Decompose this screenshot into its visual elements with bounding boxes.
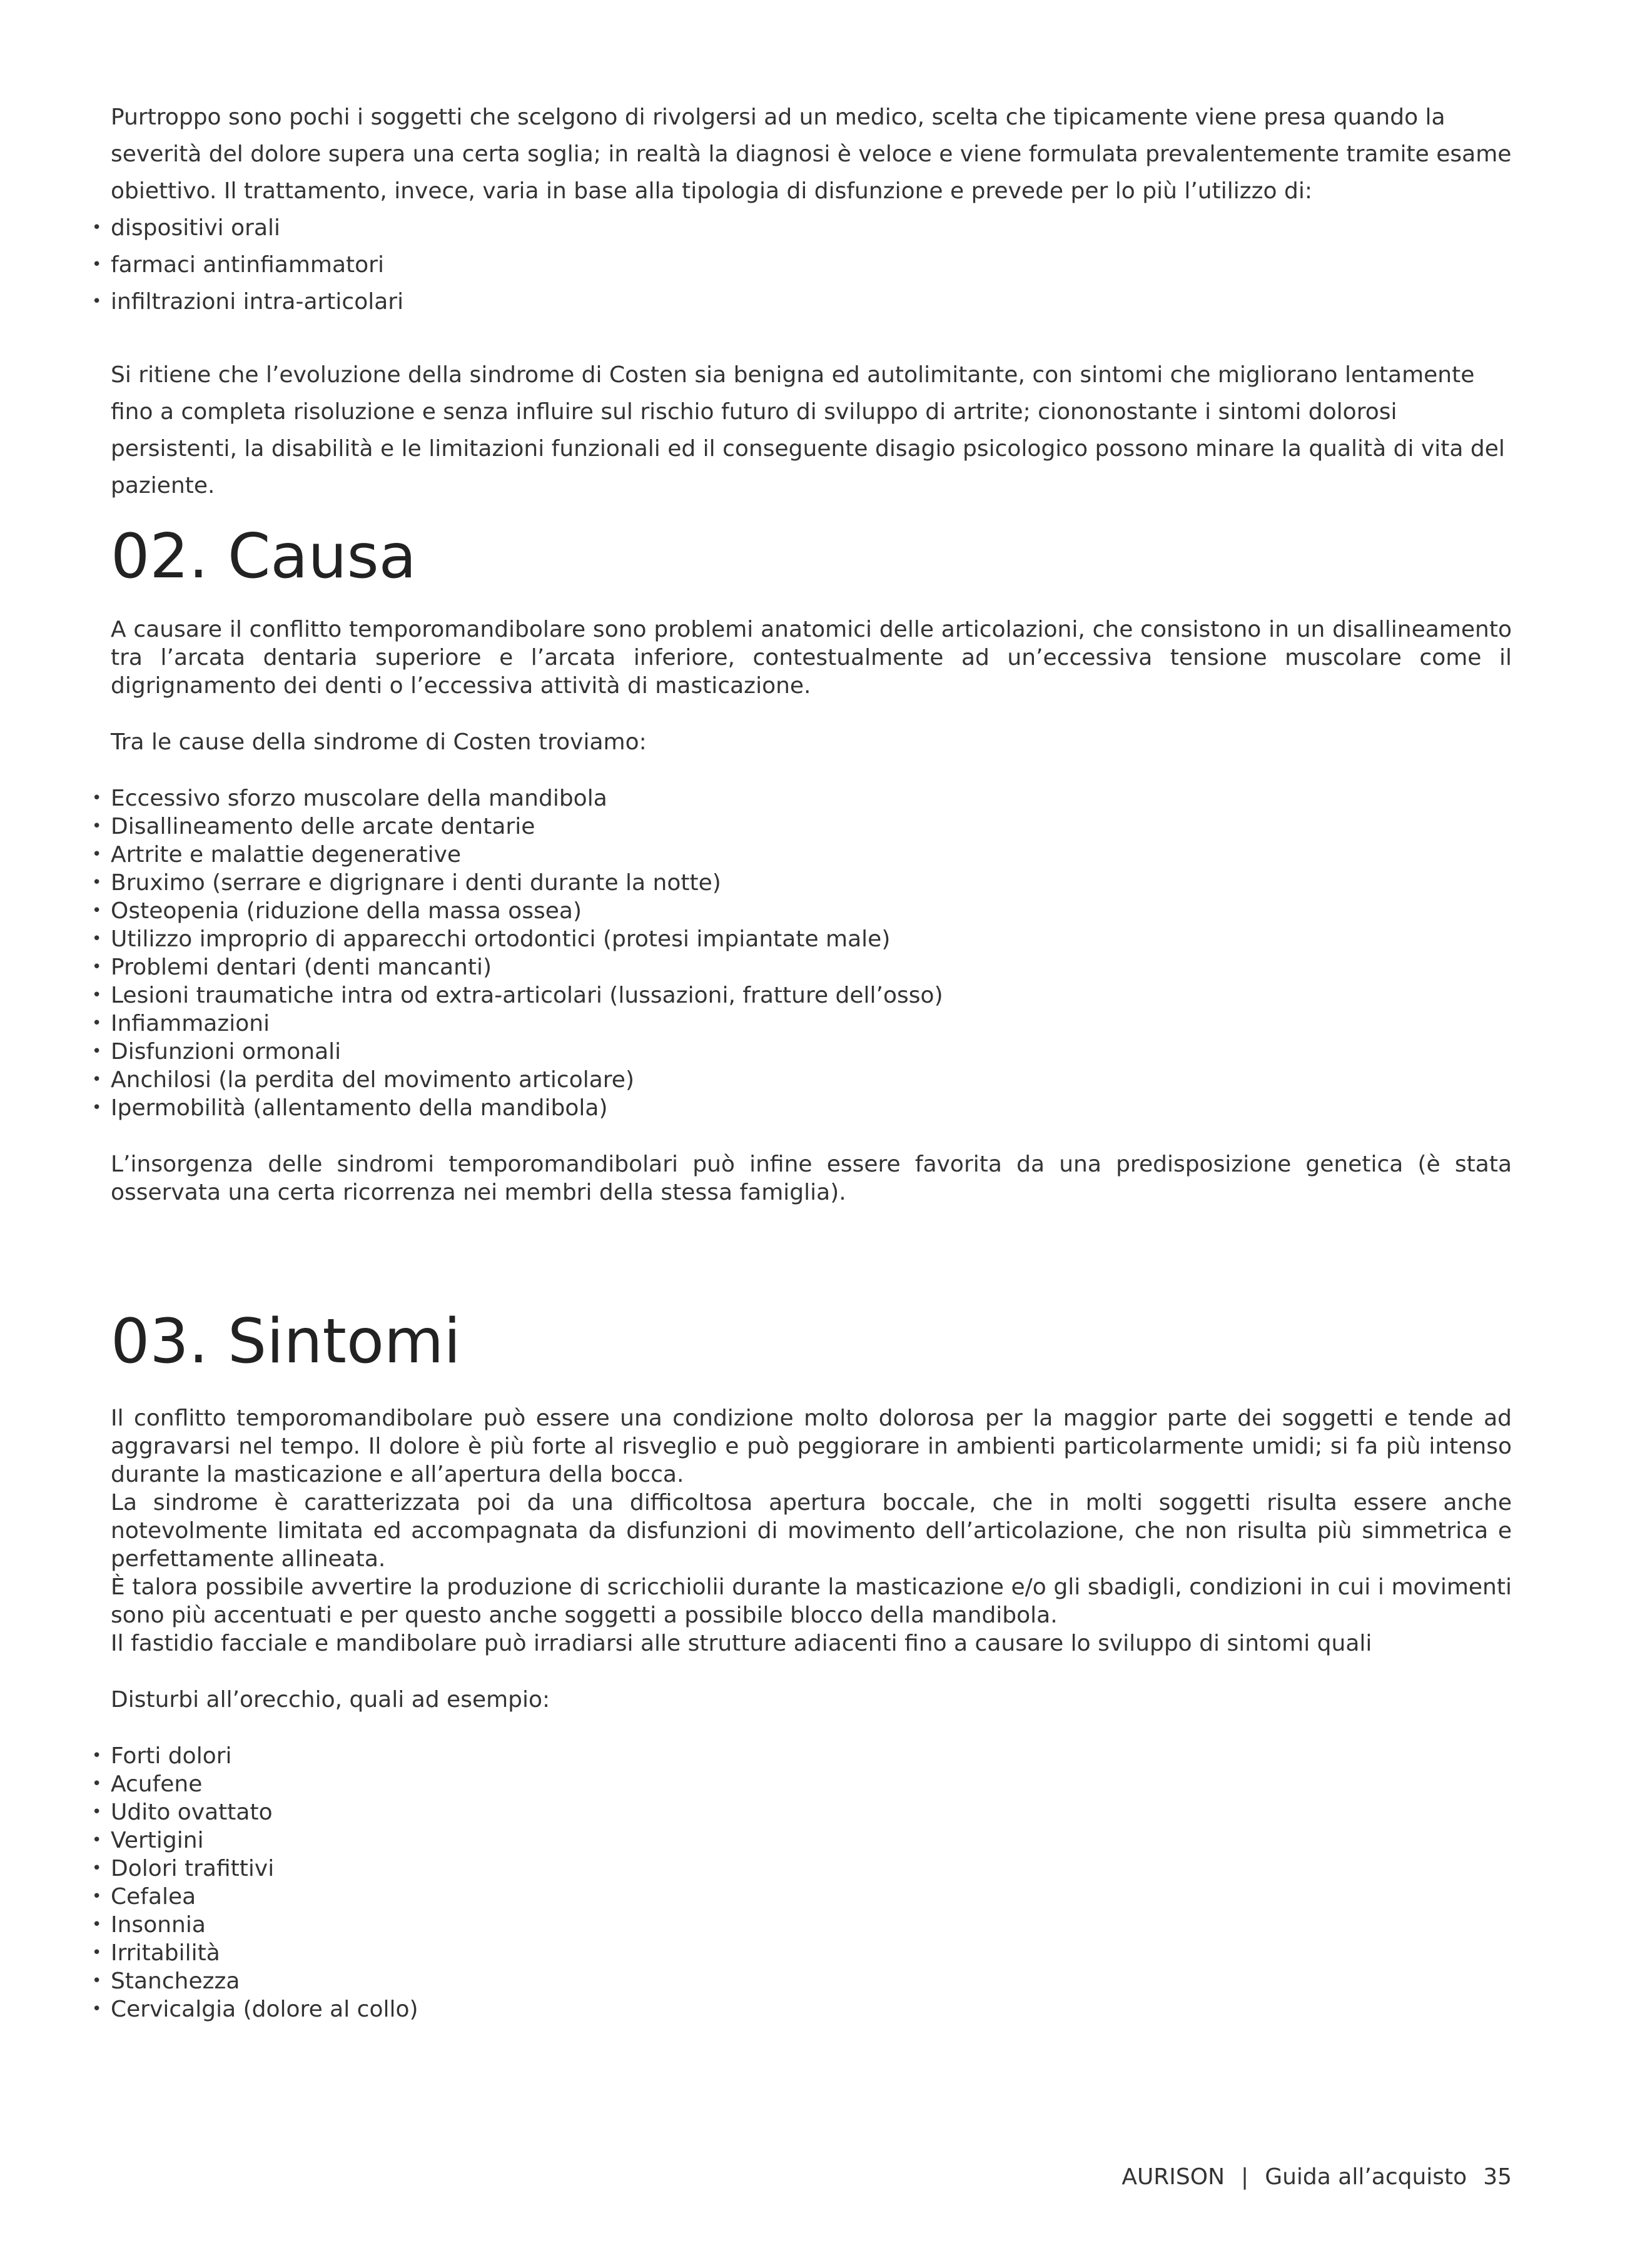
list-item: • Bruximo (serrare e digrignare i denti durante la notte) bbox=[92, 870, 721, 896]
page-footer bbox=[1121, 2164, 1512, 2190]
section-heading-causa: 02. Causa bbox=[111, 521, 417, 592]
list-item: • Cefalea bbox=[92, 1884, 196, 1910]
list-item: • Stanchezza bbox=[92, 1968, 240, 1994]
footer-separator: | bbox=[1241, 2164, 1249, 2190]
list-item: • Artrite e malattie degenerative bbox=[92, 842, 462, 868]
list-item: • farmaci antinfiammatori bbox=[92, 252, 384, 278]
intro-paragraph-1: Purtroppo sono pochi i soggetti che scelgono di rivolgersi ad un medico, scelta che tipicamente viene presa quando la severità del dolore supera una certa soglia; in realtà la diagnosi è veloce e viene formulata prevalentemente tramite esame obiettivo. Il trattamento, invece, varia in base alla tipologia di disfunzione e prevede per lo più l’utilizzo di: bbox=[111, 104, 1512, 204]
section-heading-sintomi: 03. Sintomi bbox=[111, 1306, 461, 1377]
list-item: • Cervicalgia (dolore al collo) bbox=[92, 1997, 418, 2022]
causa-list-intro: Tra le cause della sindrome di Costen troviamo: bbox=[111, 729, 647, 755]
list-item: • Anchilosi (la perdita del movimento articolare) bbox=[92, 1067, 634, 1093]
intro-paragraph-2: Si ritiene che l’evoluzione della sindrome di Costen sia benigna ed autolimitante, con sintomi che migliorano lentamente fino a completa risoluzione e senza influire sul rischio futuro di sviluppo di artrite; ciononostante i sintomi dolorosi persistenti, la disabilità e le limitazioni funzionali ed il conseguente disagio psicologico possono minare la qualità di vita del paziente. bbox=[111, 362, 1505, 499]
footer-brand: AURISON bbox=[1121, 2164, 1225, 2190]
symptoms-list bbox=[92, 1742, 1512, 2023]
page-number: 35 bbox=[1483, 2164, 1512, 2190]
list-item: • Eccessivo sforzo muscolare della mandibola bbox=[92, 786, 607, 811]
list-item: • Forti dolori bbox=[92, 1743, 232, 1769]
list-item: • dispositivi orali bbox=[92, 215, 281, 241]
treatments-list bbox=[92, 210, 1512, 320]
list-item: • Udito ovattato bbox=[92, 1800, 273, 1825]
list-item: • Vertigini bbox=[92, 1828, 204, 1853]
list-item: • Infiammazioni bbox=[92, 1011, 270, 1036]
list-item: • Lesioni traumatiche intra od extra-articolari (lussazioni, fratture dell’osso) bbox=[92, 983, 943, 1008]
page-content bbox=[92, 99, 1512, 2023]
list-item: • Insonnia bbox=[92, 1912, 206, 1938]
list-item: • Dolori trafittivi bbox=[92, 1856, 275, 1881]
list-item: • Utilizzo improprio di apparecchi ortodontici (protesi impiantate male) bbox=[92, 926, 891, 952]
list-item: • Ipermobilità (allentamento della mandibola) bbox=[92, 1095, 608, 1121]
list-item: • Irritabilità bbox=[92, 1940, 220, 1966]
list-item: • Osteopenia (riduzione della massa ossea) bbox=[92, 898, 582, 924]
causa-paragraph-2: L’insorgenza delle sindromi temporomandibolari può infine essere favorita da una predisposizione genetica (è stata osservata una certa ricorrenza nei membri della stessa famiglia). bbox=[111, 1152, 1512, 1205]
sintomi-paragraph-1: Il conflitto temporomandibolare può essere una condizione molto dolorosa per la maggior parte dei soggetti e tende ad aggravarsi nel tempo. Il dolore è più forte al risveglio e può peggiorare in ambienti particolarmente umidi; si fa più intenso durante la masticazione e all’apertura della bocca. bbox=[111, 1405, 1512, 1487]
list-item: • Disallineamento delle arcate dentarie bbox=[92, 814, 535, 839]
sintomi-list-intro: Disturbi all’orecchio, quali ad esempio: bbox=[111, 1687, 550, 1713]
footer-title: Guida all’acquisto bbox=[1265, 2164, 1467, 2190]
list-item: • infiltrazioni intra-articolari bbox=[92, 289, 404, 315]
sintomi-paragraph-2: La sindrome è caratterizzata poi da una difficoltosa apertura boccale, che in molti soggetti risulta essere anche notevolmente limitata ed accompagnata da disfunzioni di movimento dell’articolazione, che non risulta più simmetrica e perfettamente allineata. bbox=[111, 1490, 1512, 1572]
sintomi-paragraph-4: Il fastidio facciale e mandibolare può irradiarsi alle strutture adiacenti fino a causare lo sviluppo di sintomi quali bbox=[111, 1631, 1372, 1656]
list-item: • Problemi dentari (denti mancanti) bbox=[92, 954, 492, 980]
list-item: • Acufene bbox=[92, 1771, 203, 1797]
sintomi-paragraph-3: È talora possibile avvertire la produzione di scricchiolii durante la masticazione e/o gli sbadigli, condizioni in cui i movimenti sono più accentuati e per questo anche soggetti a possibile blocco della mandibola. bbox=[111, 1574, 1512, 1628]
causa-paragraph-1: A causare il conflitto temporomandibolare sono problemi anatomici delle articolazioni, che consistono in un disallineamento tra l’arcata dentaria superiore e l’arcata inferiore, contestualmente ad un’eccessiva tensione muscolare come il digrignamento dei denti o l’eccessiva attività di masticazione. bbox=[111, 617, 1512, 699]
list-item: • Disfunzioni ormonali bbox=[92, 1039, 342, 1065]
causes-list bbox=[92, 784, 1512, 1122]
